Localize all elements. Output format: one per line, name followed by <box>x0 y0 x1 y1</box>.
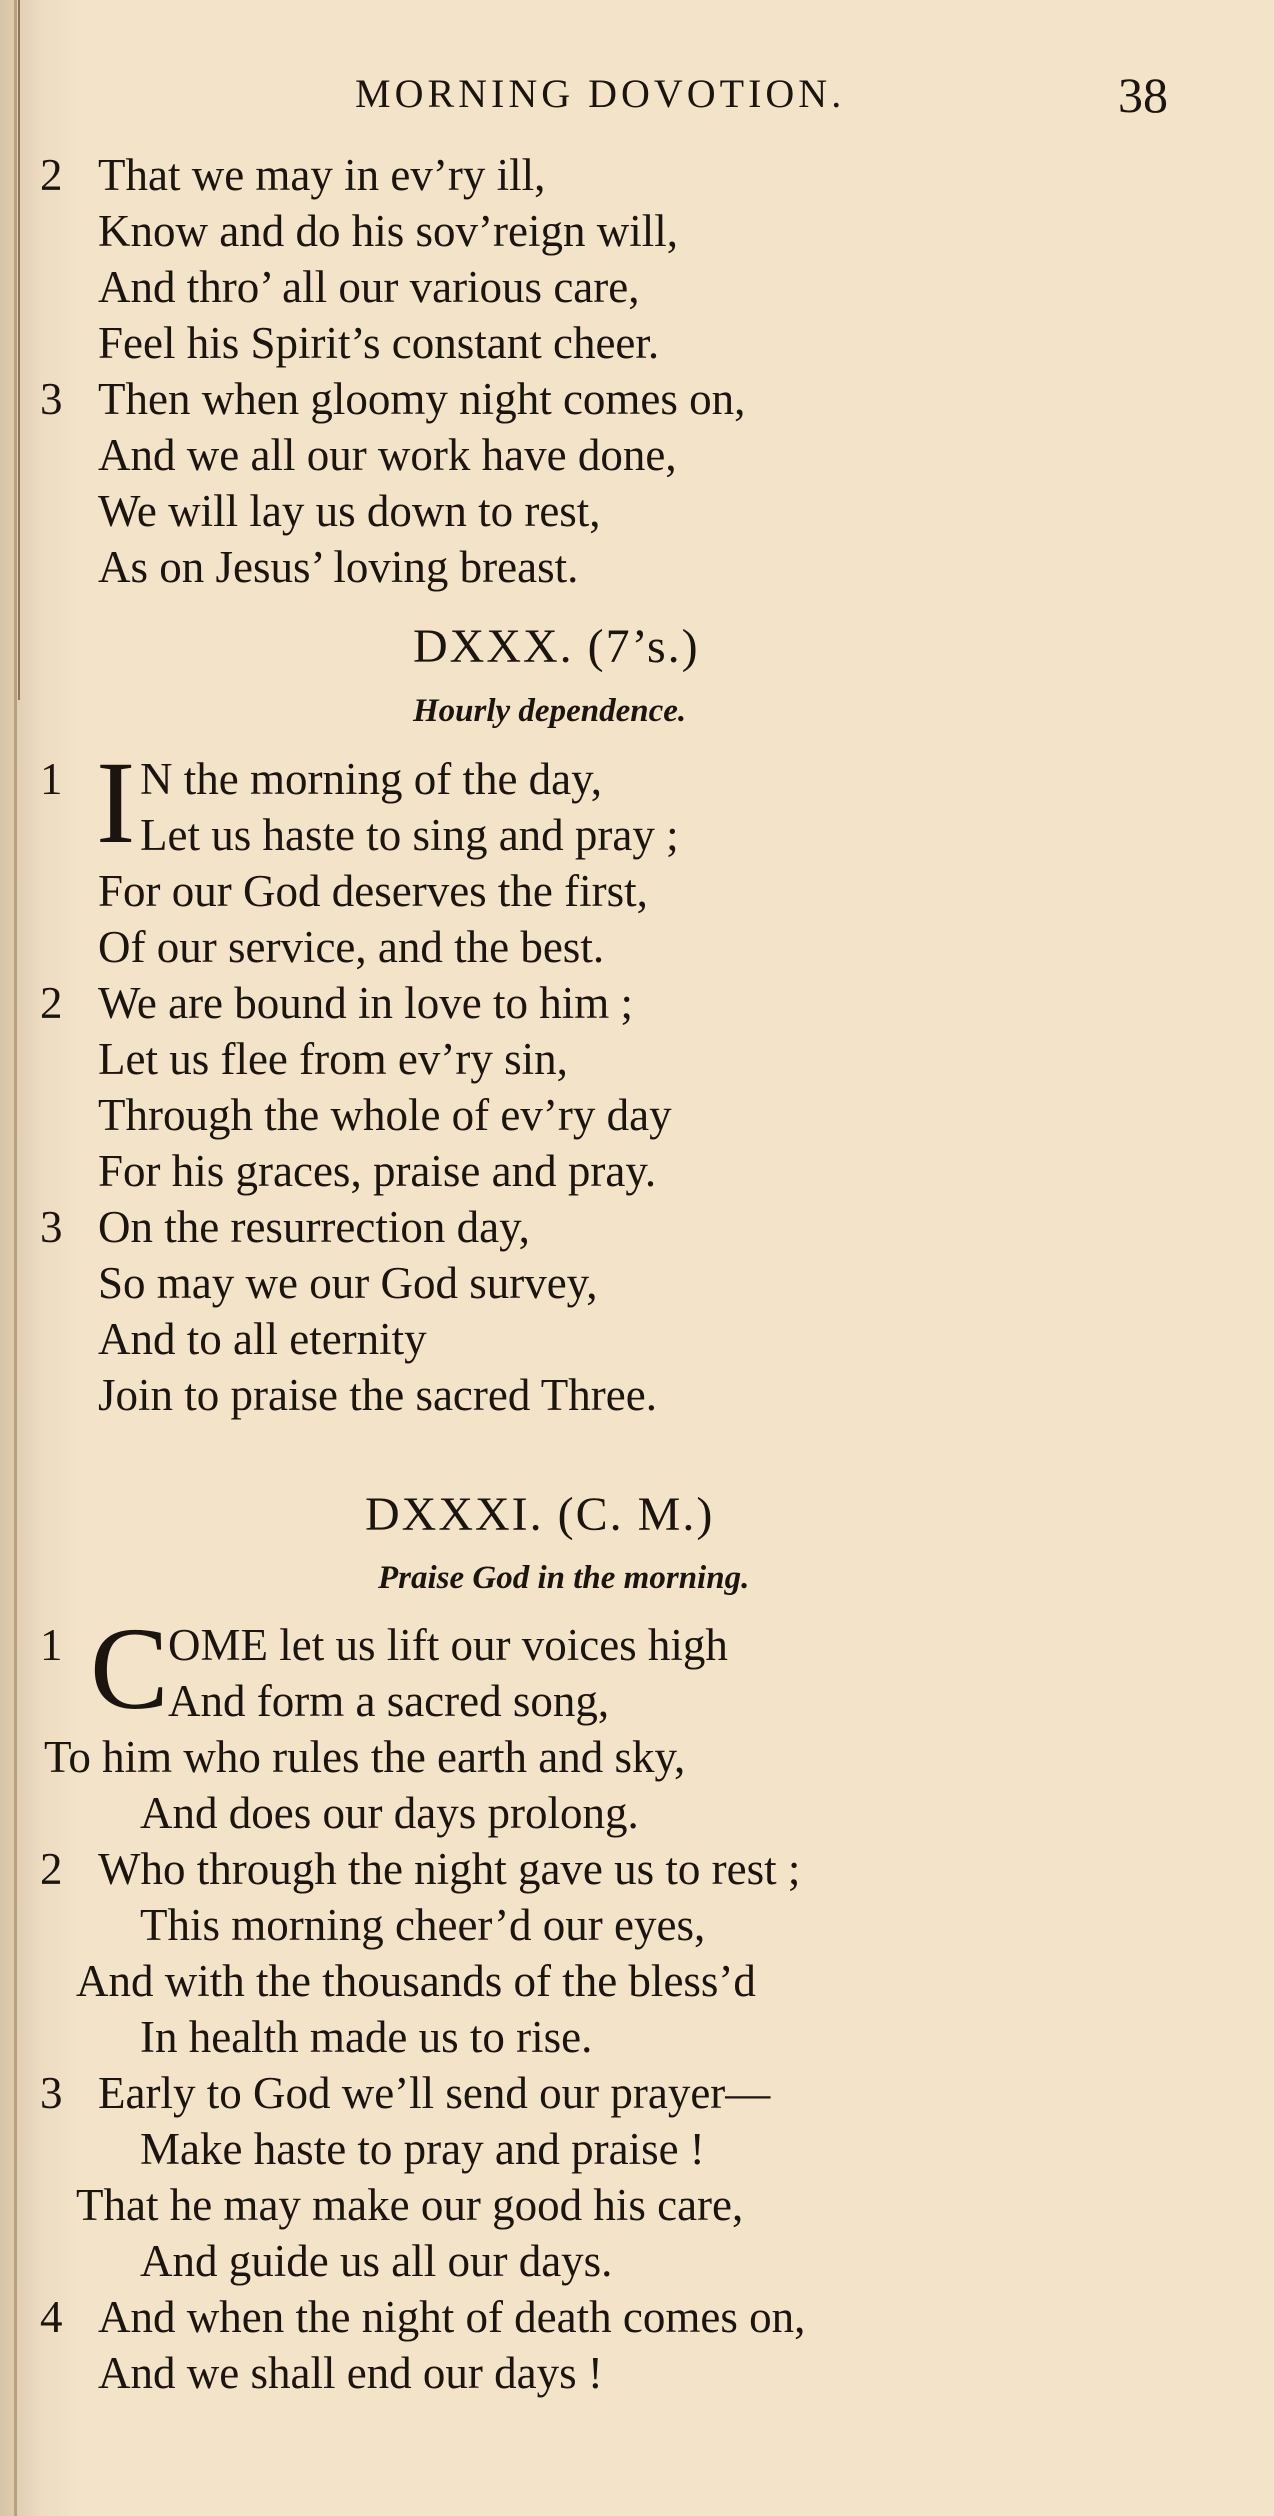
verse-line: On the resurrection day, <box>98 1202 530 1252</box>
verse-line: And to all eternity <box>98 1314 427 1364</box>
verse-line: We are bound in love to him ; <box>98 978 634 1028</box>
verse-line: Know and do his sov’reign will, <box>98 206 678 256</box>
verse-line: And with the thousands of the bless’d <box>76 1956 756 2006</box>
verse-line: And we shall end our days ! <box>98 2348 603 2398</box>
page-gutter-edge <box>14 0 17 2516</box>
verse-number: 4 <box>40 2292 63 2342</box>
verse-line: And guide us all our days. <box>140 2236 613 2286</box>
verse-line: Let us haste to sing and pray ; <box>140 810 679 860</box>
hymn-number: DXXX. (7’s.) <box>413 620 700 673</box>
verse-line: And thro’ all our various care, <box>98 262 640 312</box>
verse-number: 3 <box>40 2068 63 2118</box>
verse-line: In health made us to rise. <box>140 2012 593 2062</box>
verse-line: That we may in ev’ry ill, <box>98 150 546 200</box>
page-number: 38 <box>1118 67 1168 123</box>
verse-number: 2 <box>40 978 63 1028</box>
verse-line: N the morning of the day, <box>140 754 602 804</box>
verse-number: 3 <box>40 374 63 424</box>
verse-line: Who through the night gave us to rest ; <box>98 1844 801 1894</box>
verse-line: Then when gloomy night comes on, <box>98 374 746 424</box>
verse-line: For his graces, praise and pray. <box>98 1146 657 1196</box>
hymn-subtitle: Praise God in the morning. <box>378 1560 750 1596</box>
verse-number: 3 <box>40 1202 63 1252</box>
hymn-number: DXXXI. (C. M.) <box>365 1488 715 1541</box>
verse-line: Join to praise the sacred Three. <box>98 1370 657 1420</box>
verse-line: We will lay us down to rest, <box>98 486 601 536</box>
drop-cap: I <box>96 737 136 868</box>
verse-line: And form a sacred song, <box>168 1676 610 1726</box>
verse-number: 1 <box>40 1620 63 1670</box>
verse-line: Make haste to pray and praise ! <box>140 2124 705 2174</box>
verse-line: Of our service, and the best. <box>98 922 605 972</box>
verse-number: 1 <box>40 754 63 804</box>
hymn-subtitle: Hourly dependence. <box>413 693 687 729</box>
verse-line: Feel his Spirit’s constant cheer. <box>98 318 660 368</box>
verse-line: As on Jesus’ loving breast. <box>98 542 579 592</box>
drop-cap: C <box>90 1603 169 1734</box>
verse-line: So may we our God survey, <box>98 1258 598 1308</box>
verse-line: And when the night of death comes on, <box>98 2292 806 2342</box>
verse-line: Early to God we’ll send our prayer— <box>98 2068 771 2118</box>
verse-line: To him who rules the earth and sky, <box>44 1732 686 1782</box>
verse-line: OME let us lift our voices high <box>168 1620 728 1670</box>
verse-line: And we all our work have done, <box>98 430 677 480</box>
verse-line: That he may make our good his care, <box>76 2180 744 2230</box>
verse-line: Through the whole of ev’ry day <box>98 1090 672 1140</box>
verse-number: 2 <box>40 150 63 200</box>
verse-line: For our God deserves the first, <box>98 866 648 916</box>
verse-line: Let us flee from ev’ry sin, <box>98 1034 568 1084</box>
page-header <box>0 67 1274 130</box>
verse-line: This morning cheer’d our eyes, <box>140 1900 706 1950</box>
verse-number: 2 <box>40 1844 63 1894</box>
verse-line: And does our days prolong. <box>140 1788 639 1838</box>
running-title: MORNING DOVOTION. <box>355 71 846 116</box>
